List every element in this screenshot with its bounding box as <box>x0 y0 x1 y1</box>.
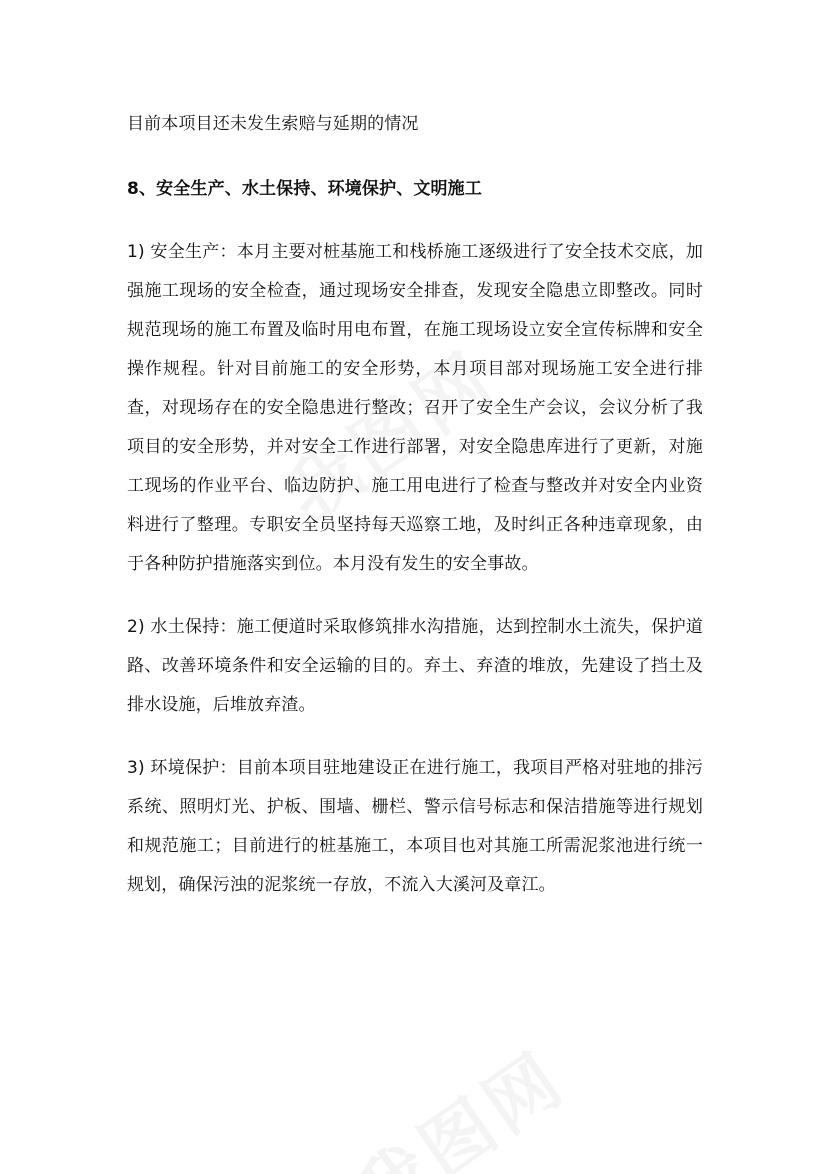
spacer <box>127 584 703 608</box>
paragraph-safety-production: 1) 安全生产：本月主要对桩基施工和栈桥施工逐级进行了安全技术交底，加强施工现场的安全检查，通过现场安全排查，发现安全隐患立即整改。同时规范现场的施工布置及临时用电布置，在施工现场设立安全宣传标牌和安全操作规程。针对目前施工的安全形势，本月项目部对现场施工安全进行排查，对现场存在的安全隐患进行整改；召开了安全生产会议，会议分析了我项目的安全形势，并对安全工作进行部署，对安全隐患库进行了更新，对施工现场的作业平台、临边防护、施工用电进行了检查与整改并对安全内业资料进行了整理。专职安全员坚持每天巡察工地，及时纠正各种违章现象，由于各种防护措施落实到位。本月没有发生的安全事故。 <box>127 242 703 574</box>
paragraph-soil-water-conservation: 2) 水土保持：施工便道时采取修筑排水沟措施，达到控制水土流失，保护道路、改善环境条件和安全运输的目的。弃土、弃渣的堆放，先建设了挡土及排水设施，后堆放弃渣。 <box>127 617 703 715</box>
watermark-mark <box>331 1022 582 1174</box>
spacer <box>127 209 703 233</box>
document-body <box>127 105 703 905</box>
section-heading: 8、安全生产、水土保持、环境保护、文明施工 <box>127 179 482 199</box>
paragraph-environmental-protection: 3) 环境保护：目前本项目驻地建设正在进行施工，我项目严格对驻地的排污系统、照明灯光、护板、围墙、栅栏、警示信号标志和保洁措施等进行规划和规范施工；目前进行的桩基施工，本项目也对其施工所需泥浆池进行统一规划，确保污浊的泥浆统一存放，不流入大溪河及章江。 <box>127 758 703 895</box>
spacer <box>127 725 703 749</box>
intro-line: 目前本项目还未发生索赔与延期的情况 <box>127 114 419 134</box>
